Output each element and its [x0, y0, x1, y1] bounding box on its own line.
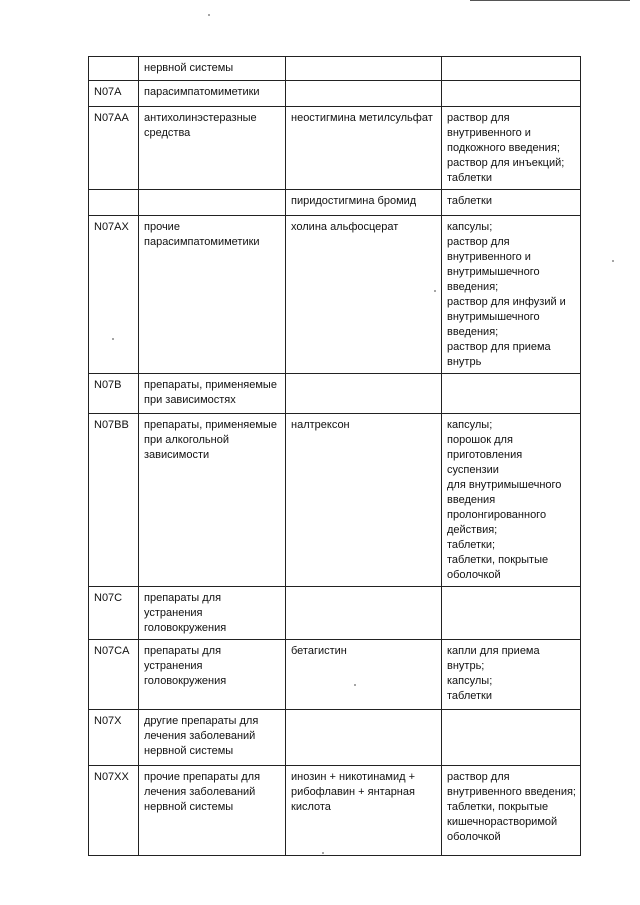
atc-code-cell: N07XX	[89, 766, 139, 856]
inn-cell: инозин + никотинамид + рибофлавин + янтарная кислота	[286, 766, 442, 856]
inn-cell	[286, 374, 442, 414]
group-name-cell: прочие препараты для лечения заболеваний нервной системы	[139, 766, 286, 856]
dosage-form-cell: капсулы; порошок для приготовления суспензии для внутримышечного введения пролонгированного действия; таблетки; таблетки, покрытые оболочкой	[442, 414, 581, 587]
table-row	[89, 587, 581, 640]
table-row	[89, 414, 581, 587]
atc-code-cell: N07X	[89, 710, 139, 766]
scan-speck	[612, 260, 614, 262]
group-name-cell: препараты, применяемые при алкогольной зависимости	[139, 414, 286, 587]
inn-cell	[286, 81, 442, 107]
table-row	[89, 374, 581, 414]
atc-code-cell: N07BB	[89, 414, 139, 587]
group-name-cell: парасимпатомиметики	[139, 81, 286, 107]
inn-cell: бетагистин	[286, 640, 442, 710]
table-row	[89, 710, 581, 766]
drug-classification-table	[88, 56, 581, 856]
atc-code-cell	[89, 57, 139, 81]
dosage-form-cell	[442, 57, 581, 81]
group-name-cell: препараты для устранения головокружения	[139, 640, 286, 710]
dosage-form-cell: таблетки	[442, 190, 581, 216]
table-row	[89, 57, 581, 81]
atc-code-cell: N07B	[89, 374, 139, 414]
scan-speck	[354, 684, 356, 686]
atc-code-cell: N07A	[89, 81, 139, 107]
top-edge-rule	[470, 0, 630, 1]
inn-cell: пиридостигмина бромид	[286, 190, 442, 216]
group-name-cell: препараты, применяемые при зависимостях	[139, 374, 286, 414]
group-name-cell: прочие парасимпатомиметики	[139, 216, 286, 374]
atc-code-cell: N07CA	[89, 640, 139, 710]
inn-cell	[286, 587, 442, 640]
group-name-cell: антихолинэстеразные средства	[139, 107, 286, 190]
dosage-form-cell: капли для приема внутрь; капсулы; таблетки	[442, 640, 581, 710]
inn-cell	[286, 710, 442, 766]
table-row	[89, 81, 581, 107]
atc-code-cell: N07C	[89, 587, 139, 640]
dosage-form-cell	[442, 587, 581, 640]
atc-code-cell	[89, 190, 139, 216]
atc-code-cell: N07AA	[89, 107, 139, 190]
group-name-cell	[139, 190, 286, 216]
dosage-form-cell: раствор для внутривенного введения; таблетки, покрытые кишечнорастворимой оболочкой	[442, 766, 581, 856]
inn-cell	[286, 57, 442, 81]
scan-speck	[112, 338, 114, 340]
table-row	[89, 640, 581, 710]
inn-cell: налтрексон	[286, 414, 442, 587]
inn-cell: холина альфосцерат	[286, 216, 442, 374]
scan-speck	[434, 290, 436, 292]
scan-speck	[322, 852, 324, 854]
group-name-cell: другие препараты для лечения заболеваний нервной системы	[139, 710, 286, 766]
dosage-form-cell: капсулы; раствор для внутривенного и внутримышечного введения; раствор для инфузий и внутримышечного введения; раствор для приема внутрь	[442, 216, 581, 374]
group-name-cell: нервной системы	[139, 57, 286, 81]
dosage-form-cell	[442, 374, 581, 414]
group-name-cell: препараты для устранения головокружения	[139, 587, 286, 640]
dosage-form-cell	[442, 81, 581, 107]
dosage-form-cell: раствор для внутривенного и подкожного введения; раствор для инъекций; таблетки	[442, 107, 581, 190]
atc-code-cell: N07AX	[89, 216, 139, 374]
table-row	[89, 107, 581, 190]
inn-cell: неостигмина метилсульфат	[286, 107, 442, 190]
table-row	[89, 216, 581, 374]
scan-speck	[208, 14, 210, 16]
table-row	[89, 766, 581, 856]
table-row	[89, 190, 581, 216]
dosage-form-cell	[442, 710, 581, 766]
